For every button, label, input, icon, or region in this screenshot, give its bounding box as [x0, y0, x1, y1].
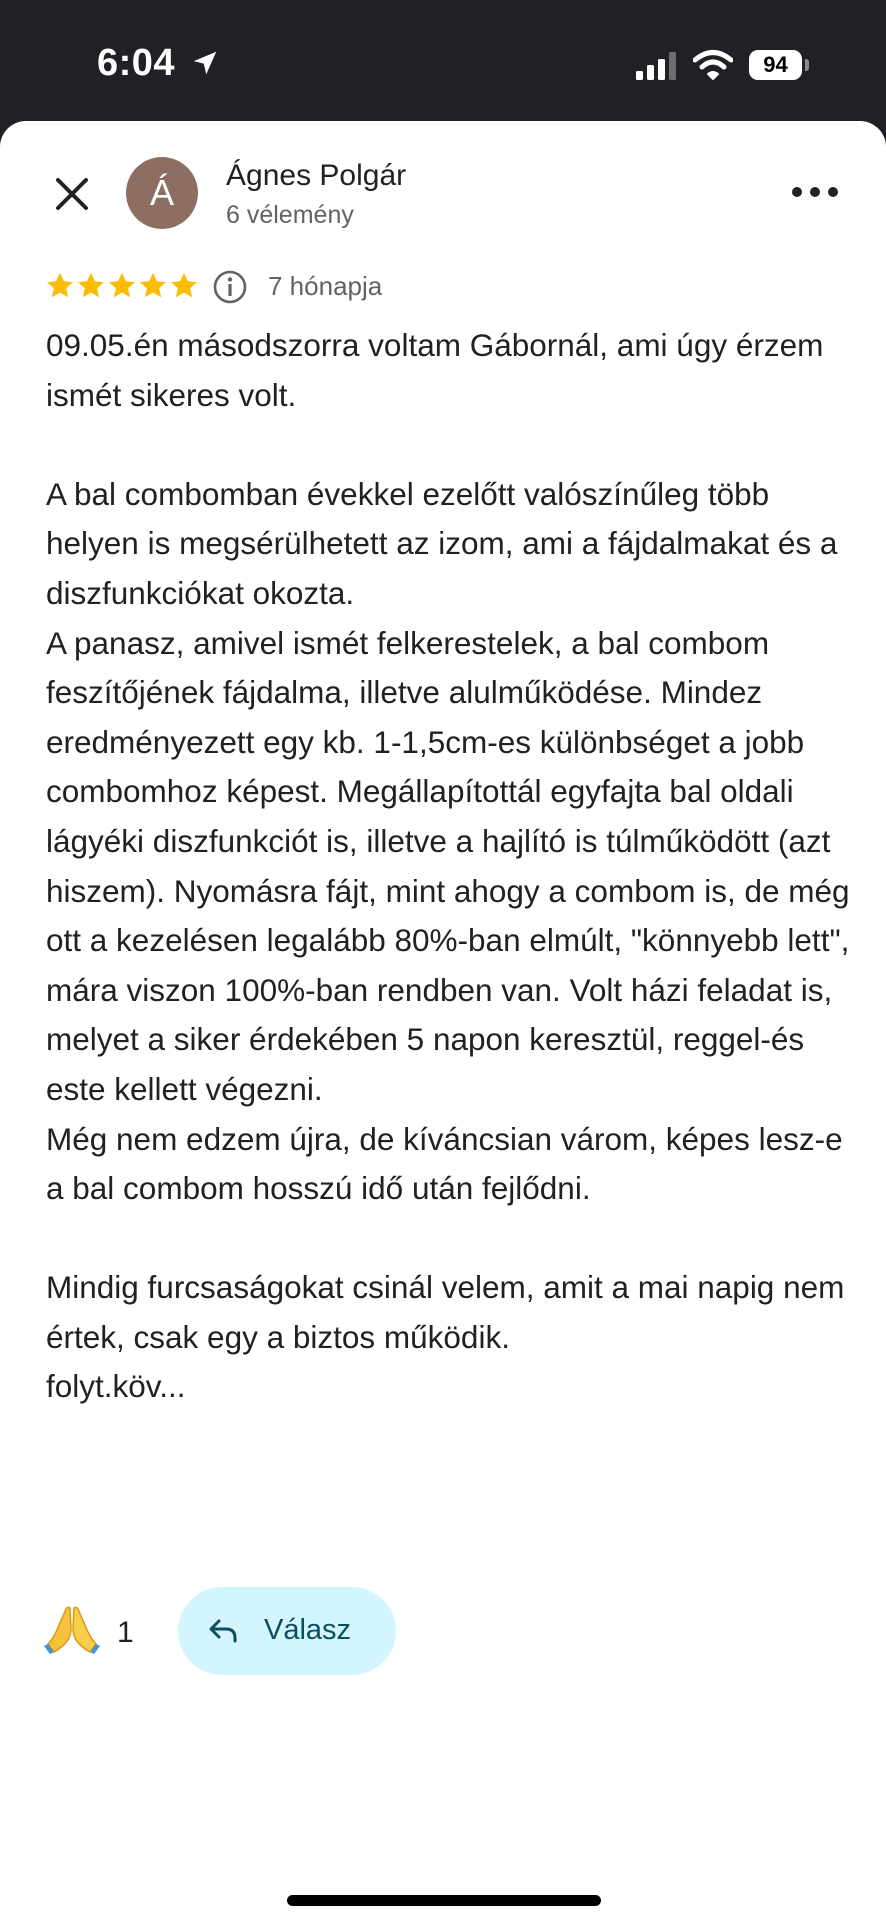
reaction-count: 1: [117, 1616, 134, 1649]
folded-hands-emoji: [44, 1602, 100, 1654]
status-time: 6:04: [97, 42, 176, 84]
location-arrow-icon: [190, 48, 220, 78]
reply-arrow-icon: [208, 1616, 238, 1646]
star-rating: [45, 271, 200, 303]
home-indicator[interactable]: [287, 1895, 601, 1906]
battery-nub: [805, 59, 809, 71]
status-bar: [0, 0, 886, 125]
star-icon: [45, 271, 75, 301]
review-count: 6 vélemény: [226, 201, 354, 229]
review-age: 7 hónapja: [268, 271, 383, 301]
reply-button[interactable]: [178, 1587, 396, 1675]
info-icon[interactable]: [212, 269, 248, 305]
close-icon[interactable]: [52, 174, 92, 214]
battery-icon: 94: [749, 50, 802, 80]
review-text: 09.05.én másodszorra voltam Gábornál, ami úgy érzem ismét sikeres volt. A bal combomban évekkel ezelőtt valószínűleg több helyen is megsérülhetett az izom, ami a fájdalmakat és a diszfunkciókat okozta. A panasz, amivel ismét felkerestelek, a bal combom feszítőjének fájdalma, illetve alulműködése. Mindez eredményezett egy kb. 1-1,5cm-es különbséget a jobb combomhoz képest. Megállapítottál egyfajta bal oldali lágyéki diszfunkciót is, illetve a hajlító is túlműködött (azt hiszem). Nyomásra fájt, mint ahogy a combom is, de még ott a kezelésen legalább 80%-ban elmúlt, "könnyebb lett", mára viszon 100%-ban rendben van. Volt házi feladat is, melyet a siker érdekében 5 napon keresztül, reggel-és este kellett végezni. Még nem edzem újra, de kíváncsian várom, képes lesz-e a bal combom hosszú idő után fejlődni. Mindig furcsaságokat csinál velem, amit a mai napig nem értek, csak egy a biztos működik. folyt.köv...: [46, 327, 850, 1405]
star-icon: [76, 271, 106, 301]
star-icon: [169, 271, 199, 301]
star-icon: [138, 271, 168, 301]
reply-label: Válasz: [264, 1614, 352, 1646]
avatar[interactable]: Á: [126, 157, 198, 229]
review-sheet: [0, 121, 886, 1920]
wifi-icon: [693, 49, 733, 81]
more-options-icon[interactable]: [790, 181, 840, 203]
reaction-button[interactable]: [44, 1602, 104, 1654]
reviewer-name[interactable]: Ágnes Polgár: [226, 159, 407, 192]
signal-icon: [636, 52, 680, 80]
star-icon: [107, 271, 137, 301]
